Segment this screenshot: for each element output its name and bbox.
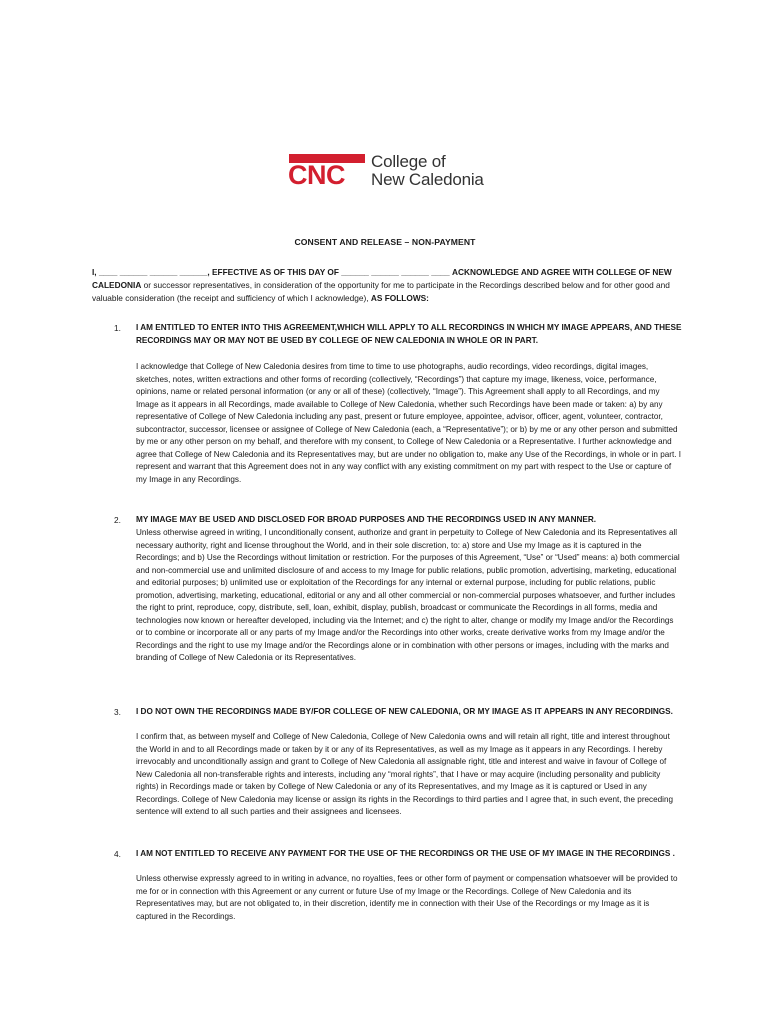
clause-body: I confirm that, as between myself and College of New Caledonia, College of New Caledonia owns and will retain all right, title and interest throughout the World in and to all Recordings made or taken by it or any of its Representatives, as well as my Image as it appears in any Recordings. I hereby irrevocably and unconditionally assign and grant to College of New Caledonia all assignable right, title and interest and waive in favour of College of New Caledonia all non-transferable rights and interests, including any “moral rights”, that I have or may acquire (including personality and publicity rights) in Recordings made or taken by College of New Caledonia or any of its Representatives, and my Image as it is captured or Used in any Recordings. College of New Caledonia may license or assign its rights in the Recordings to third parties and I agree that, in such event, the preceding sentence will extend to all such parties and their assignees and licensees.	[136, 732, 673, 817]
clause-number: 4.	[114, 849, 121, 859]
clause-body: I acknowledge that College of New Caledonia desires from time to time to use photographs, audio recordings, video recordings, digital images, sketches, notes, written extractions and other forms of recording (collectively, “Recordings”) that capture my image, likeness, voice, performance, opinions, name or related personal information (or any or all of these) (collectively, “Image”). This Agreement shall apply to all Recordings, and my Image as it appears in all Recordings, made available to College of New Caledonia, whether such Recordings have been made or taken: a) by any representative of College of New Caledonia including any past, present or future employee, appointee, advisor, officer, agent, volunteer, contractor, subcontractor, successor, licensee or assignee of College of New Caledonia (each, a “Representative”); or b) by me or any other person and submitted by me or any other person on my behalf, and therefore with my consent, to College of New Caledonia or a Representative. I further acknowledge and agree that College of New Caledonia and its Representatives may, but are under no obligation to, make any Use of the Recordings, in whole or in part. I represent and warrant that this Agreement does not in any way conflict with any existing commitment on my part with respect to the Use or capture of my Image in any Recordings.	[136, 362, 681, 484]
clause-heading: I DO NOT OWN THE RECORDINGS MADE BY/FOR COLLEGE OF NEW CALEDONIA, OR MY IMAGE AS IT APPEARS IN ANY RECORDINGS.	[136, 707, 673, 716]
college-name: COLLEGE OF NEW CALEDONIA	[92, 267, 672, 290]
clause-body: Unless otherwise agreed in writing, I unconditionally consent, authorize and grant in perpetuity to College of New Caledonia and its Representatives all necessary authority, right and license throughout the World, and in their sole discretion, to: a) store and Use my Image as it is captured in the Recordings; and b) Use the Recordings without limitation or restriction. For the purposes of this Agreement, “Use” or “Used” means: a) both commercial and non-commercial use and unlimited disclosure of and access to my Image for public relations, public promotion, advertising, marketing, educational and editorial purposes; b) unlimited use or exploitation of the Recordings for any internal or external purpose, including for public relations, public promotion, advertising, marketing, educational, editorial or any and all other commercial or non-commercial purposes whatsoever, and further includes the right to print, reproduce, copy, distribute, sell, loan, exhibit, display, publish, broadcast or communicate the Recordings in all forms, media and technologies now known or hereafter developed, including via the Internet; and c) the right to alter, change or modify my Image and/or the Recordings or to combine or incorporate all or any parts of my Image and/or the Recordings into other works, create derivative works from my Image and/or the Recordings and the right to use my Image and/or the Recordings alone or in combination with other persons or images, including with the marks and branding of College of New Caledonia or its Representatives.	[136, 528, 680, 663]
effective-label: , EFFECTIVE AS OF THIS DAY OF	[207, 267, 339, 277]
college-logo	[287, 152, 487, 192]
clause-number: 2.	[114, 515, 121, 525]
logo-name-line2: New Caledonia	[371, 170, 484, 189]
intro-paragraph	[92, 266, 682, 305]
logo-mark-text: CNC	[288, 160, 345, 190]
clause-heading: I AM NOT ENTITLED TO RECEIVE ANY PAYMENT FOR THE USE OF THE RECORDINGS OR THE USE OF MY IMAGE IN THE RECORDINGS .	[136, 849, 675, 858]
clause-heading: I AM ENTITLED TO ENTER INTO THIS AGREEMENT,WHICH WILL APPLY TO ALL RECORDINGS IN WHICH MY IMAGE APPEARS, AND THESE RECORDINGS MAY OR MAY NOT BE USED BY COLLEGE OF NEW CALEDONIA IN WHOLE OR IN PART.	[136, 323, 682, 345]
intro-i-label: I,	[92, 267, 97, 277]
date-blank: ______ ______ ______ ____	[341, 267, 450, 277]
clause-number: 3.	[114, 707, 121, 717]
acknowledge-label: ACKNOWLEDGE AND AGREE WITH	[451, 267, 594, 277]
cnc-logo-mark	[287, 152, 367, 190]
clause-body: Unless otherwise expressly agreed to in writing in advance, no royalties, fees or other form of payment or compensation whatsoever will be provided to me for or in connection with this Agreement or any current or future Use of my Image or the Recordings. College of New Caledonia and its Representatives may, but are not obligated to, in their discretion, identify me in connection with their Use of the Recordings or my Image as it is captured in the Recordings.	[136, 874, 678, 921]
as-follows-label: AS FOLLOWS:	[370, 293, 429, 303]
document-title: CONSENT AND RELEASE – NON-PAYMENT	[294, 237, 476, 247]
intro-text: or successor representatives, in consideration of the opportunity for me to participate in the Recordings described below and for other good and valuable consideration (the receipt and sufficiency of which I acknowledge),	[92, 280, 670, 303]
clause-heading: MY IMAGE MAY BE USED AND DISCLOSED FOR BROAD PURPOSES AND THE RECORDINGS USED IN ANY MANNER.	[136, 515, 597, 524]
name-blank: ____ ______ ______ ______	[98, 267, 208, 277]
clause-number: 1.	[114, 323, 121, 333]
logo-name-line1: College of	[371, 152, 446, 171]
logo-college-name	[371, 153, 484, 189]
